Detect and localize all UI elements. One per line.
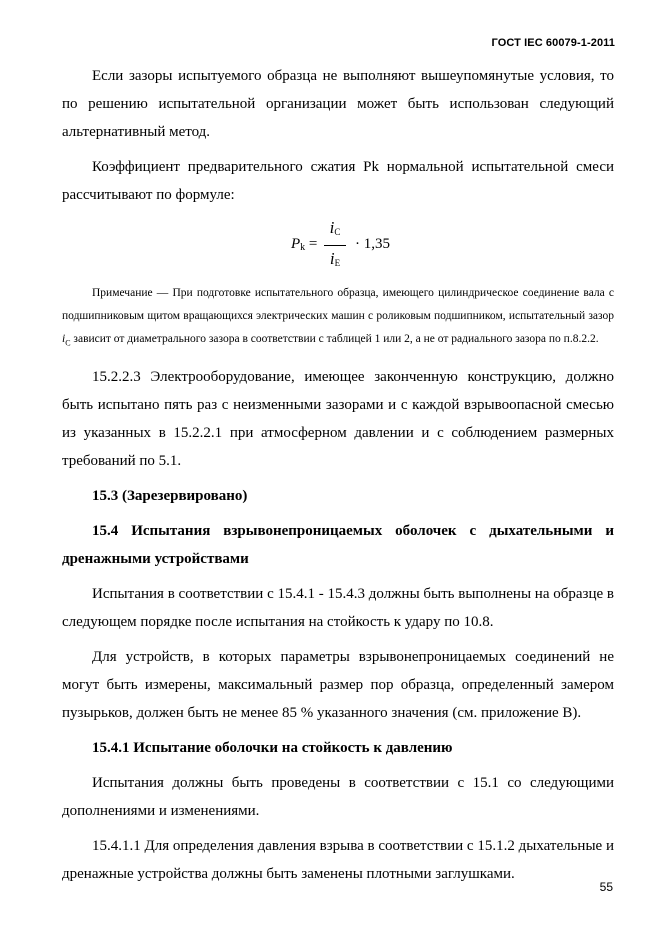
formula-multiplier: · 1,35 (355, 236, 390, 252)
note-label: Примечание (92, 287, 153, 299)
note-gap-symbol: $i_C$ (62, 333, 71, 348)
page-body (62, 62, 614, 895)
paragraph-15-2-2-3: 15.2.2.3 Электрооборудование, имеющее законченную конструкцию, должно быть испытано пять раз с неизменными зазорами и с каждой взрывоопасной смесью из указанных в 15.2.2.1 при атмосферном давлении и с соблюдением размерных требований по 5.1. (62, 369, 614, 470)
note-block (62, 282, 614, 354)
fraction-bar (324, 245, 346, 246)
document-header: ГОСТ IEC 60079-1-2011 (491, 37, 615, 49)
note-dash: — (156, 287, 169, 299)
formula-pk (62, 216, 614, 276)
heading-15-4: 15.4 Испытания взрывонепроницаемых оболочек с дыхательными и дренажными устройствами (62, 523, 614, 568)
heading-15-4-1: 15.4.1 Испытание оболочки на стойкость к давлению (92, 740, 453, 757)
formula-denominator: $i_E$ (329, 249, 341, 268)
note-text-after: зависит от диаметрального зазора в соответствии с таблицей 1 или 2, а не от радиального зазора по п.8.2.2. (73, 333, 599, 345)
page-number: 55 (599, 880, 613, 894)
formula-numerator: $i_C$ (329, 218, 341, 237)
paragraph-precompression-coefficient: Коэффициент предварительного сжатия Pk нормальной испытательной смеси рассчитывают по формуле: (62, 159, 614, 203)
note-text-before: При подготовке испытательного образца, имеющего цилиндрическое соединение вала с подшипниковым щитом вращающихся электрических машин с роликовым подшипником, испытательный зазор (62, 287, 615, 322)
formula-lhs: $P_k$ = (291, 236, 318, 253)
paragraph-tests-per-15-1: Испытания должны быть проведены в соответствии с 15.1 со следующими дополнениями и изменениями. (62, 775, 614, 820)
paragraph-tests-order: Испытания в соответствии с 15.4.1 - 15.4.3 должны быть выполнены на образце в следующем порядке после испытания на стойкость к удару по 10.8. (62, 586, 614, 631)
paragraph-pore-size: Для устройств, в которых параметры взрывонепроницаемых соединений не могут быть измерены, максимальный размер пор образца, определенный замером пузырьков, должен быть не менее 85 % указанного значения (см. приложение В). (62, 649, 614, 722)
formula-fraction (324, 218, 346, 273)
paragraph-alternative-method: Если зазоры испытуемого образца не выполняют вышеупомянутые условия, то по решению испытательной организации может быть использован следующий альтернативный метод. (62, 68, 614, 140)
heading-15-3: 15.3 (Зарезервировано) (92, 488, 248, 505)
paragraph-15-4-1-1: 15.4.1.1 Для определения давления взрыва в соответствии с 15.1.2 дыхательные и дренажные устройства должны быть заменены плотными заглушками. (62, 838, 614, 883)
